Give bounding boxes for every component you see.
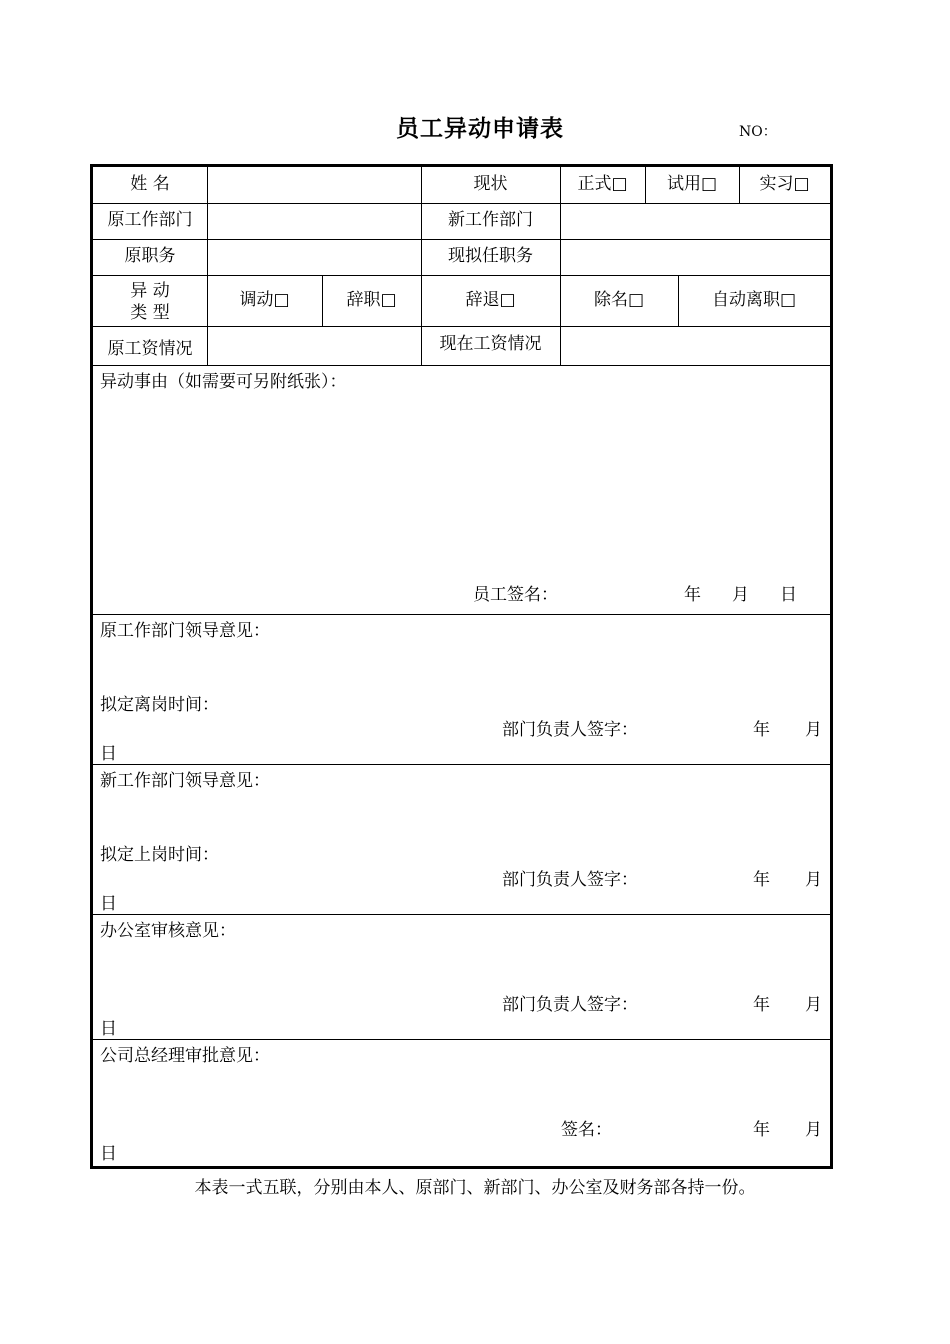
- old-position-field[interactable]: [207, 239, 421, 275]
- form-number-label: NO：: [739, 124, 777, 140]
- office-year: 年: [753, 995, 770, 1015]
- office-signature-label: 部门负责人签字：: [502, 995, 638, 1015]
- gm-opinion-label: 公司总经理审批意见：: [100, 1046, 270, 1066]
- gm-month: 月: [805, 1120, 822, 1140]
- name-field[interactable]: [207, 167, 421, 203]
- new-salary-label: 现在工资情况: [439, 334, 542, 354]
- new-dept-day: 日: [100, 894, 117, 914]
- old-department-label: 原工作部门: [107, 210, 193, 230]
- start-time-label: 拟定上岗时间：: [100, 845, 219, 865]
- old-salary-field[interactable]: [207, 326, 421, 365]
- status-option-formal[interactable]: 正式□: [577, 174, 628, 194]
- change-type-expel[interactable]: 除名□: [593, 290, 645, 310]
- gm-day: 日: [100, 1144, 117, 1164]
- new-position-field[interactable]: [560, 239, 830, 275]
- gm-year: 年: [753, 1120, 770, 1140]
- status-option-intern[interactable]: 实习□: [759, 174, 810, 194]
- new-dept-month: 月: [805, 870, 822, 890]
- change-type-self-leave[interactable]: 自动离职□: [711, 290, 797, 310]
- form-title: 员工异动申请表: [396, 116, 564, 142]
- reason-label: 异动事由（如需要可另附纸张）：: [100, 372, 347, 392]
- old-dept-month: 月: [805, 720, 822, 740]
- new-department-field[interactable]: [560, 203, 830, 239]
- reason-year: 年: [684, 585, 701, 605]
- office-opinion-label: 办公室审核意见：: [100, 921, 236, 941]
- leave-time-label: 拟定离岗时间：: [100, 695, 219, 715]
- gm-signature-label: 签名：: [561, 1120, 612, 1140]
- new-dept-opinion-label: 新工作部门领导意见：: [100, 771, 270, 791]
- old-department-field[interactable]: [207, 203, 421, 239]
- change-type-label-line2: 类 型: [130, 303, 170, 323]
- new-department-label: 新工作部门: [448, 210, 533, 230]
- old-dept-day: 日: [100, 744, 117, 764]
- old-position-label: 原职务: [124, 246, 176, 266]
- status-option-probation[interactable]: 试用□: [666, 174, 718, 194]
- new-dept-signature-label: 部门负责人签字：: [502, 870, 638, 890]
- new-dept-year: 年: [753, 870, 770, 890]
- reason-day: 日: [780, 585, 797, 605]
- office-month: 月: [805, 995, 822, 1015]
- new-salary-field[interactable]: [560, 326, 830, 365]
- employee-signature-label: 员工签名：: [473, 585, 558, 605]
- old-dept-signature-label: 部门负责人签字：: [502, 720, 638, 740]
- office-day: 日: [100, 1019, 117, 1039]
- change-type-resign[interactable]: 辞职□: [346, 290, 397, 310]
- change-type-label-line1: 异 动: [130, 281, 170, 301]
- form-footnote: 本表一式五联，分别由本人、原部门、新部门、办公室及财务部各持一份。: [194, 1178, 756, 1198]
- change-type-dismiss[interactable]: 辞退□: [465, 290, 516, 310]
- old-dept-opinion-label: 原工作部门领导意见：: [100, 621, 270, 641]
- reason-month: 月: [732, 585, 749, 605]
- new-position-label: 现拟任职务: [448, 246, 533, 266]
- old-dept-year: 年: [753, 720, 770, 740]
- status-label: 现状: [473, 174, 508, 194]
- old-salary-label: 原工资情况: [107, 339, 193, 359]
- change-type-transfer[interactable]: 调动□: [239, 290, 290, 310]
- name-label: 姓 名: [130, 174, 170, 194]
- transfer-application-form: [90, 164, 833, 1169]
